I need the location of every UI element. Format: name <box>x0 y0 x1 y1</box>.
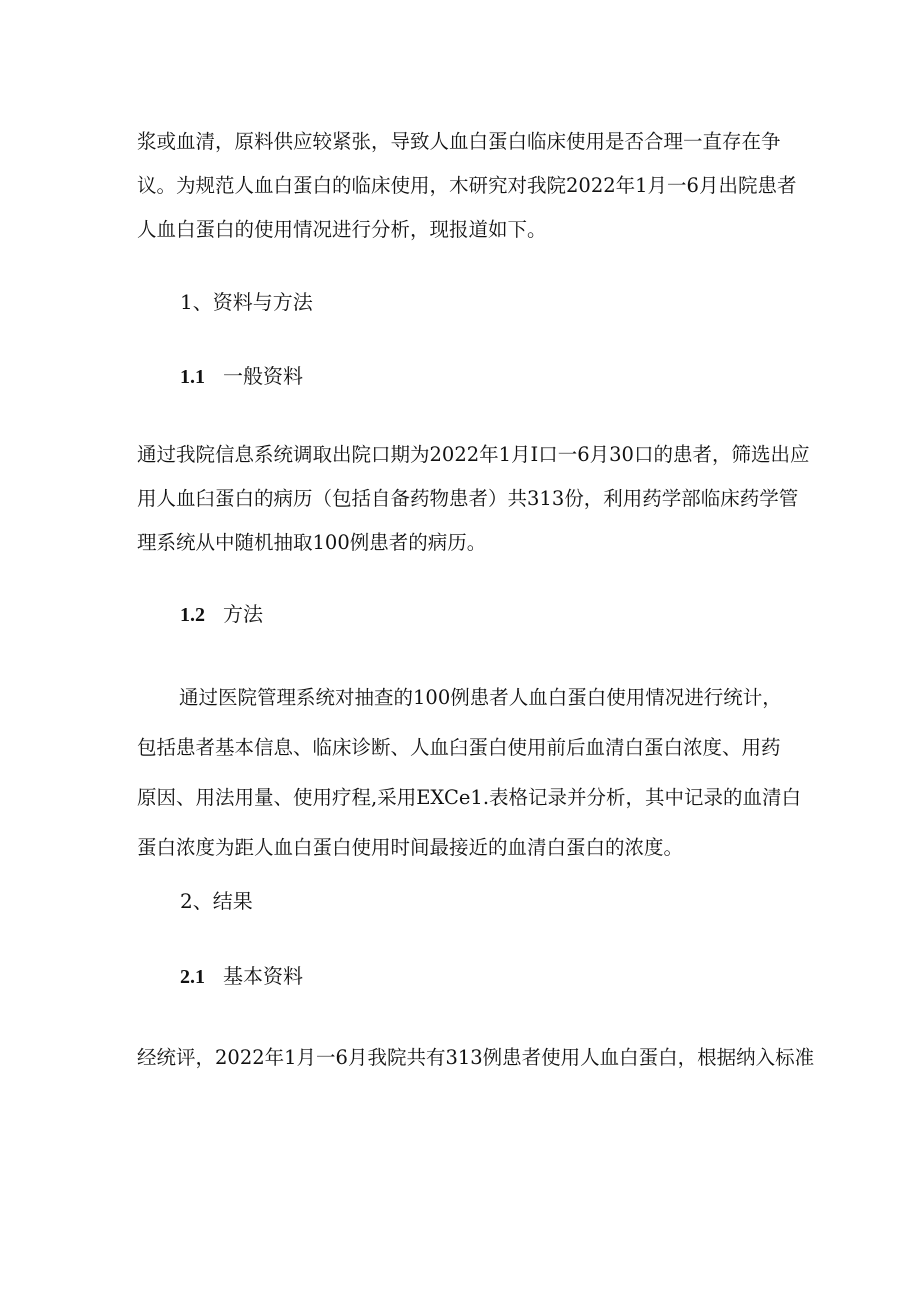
subsection-title: 基本资料 <box>223 964 303 988</box>
method-paragraph <box>137 680 827 866</box>
general-info-paragraph <box>137 437 827 561</box>
subsection-number: 2.1 <box>180 966 205 988</box>
paragraph-line: 原因、用法用量、使用疗程,采用EXCe1.表格记录并分析，其中记录的血清白 <box>137 786 802 809</box>
section-heading-text: 2、结果 <box>180 889 253 913</box>
intro-line: 人血白蛋白的使用情况进行分析，现报道如下。 <box>137 218 547 241</box>
subsection-number: 1.1 <box>180 366 205 388</box>
paragraph-line: 理系统从中随机抽取100例患者的病历。 <box>137 531 487 554</box>
paragraph-line: 包括患者基本信息、临床诊断、人血臼蛋白使用前后血清白蛋白浓度、用药 <box>137 736 781 759</box>
subsection-heading-1-2 <box>180 598 263 631</box>
subsection-title: 方法 <box>223 602 263 626</box>
intro-line: 浆或血清，原料供应较紧张，导致人血白蛋白临床使用是否合理一直存在争 <box>137 130 781 153</box>
paragraph-line: 经统评，2022年1月一6月我院共有313例患者使用人血白蛋白，根据纳入标准 <box>137 1046 815 1069</box>
section-heading-text: 1、资料与方法 <box>180 290 313 314</box>
basic-info-paragraph <box>137 1040 827 1076</box>
intro-line: 议。为规范人血白蛋白的临床使用，木研究对我院2022年1月一6月出院患者 <box>137 174 797 197</box>
subsection-title: 一般资料 <box>223 364 303 388</box>
paragraph-line: 通过医院管理系统对抽查的100例患者人血白蛋白使用情况进行统计， <box>179 686 782 709</box>
paragraph-line: 蛋白浓度为距人血白蛋白使用时间最接近的血清白蛋白的浓度。 <box>137 836 684 859</box>
paragraph-line: 通过我院信息系统调取出院口期为2022年1月I口一6月30口的患者，筛选出应 <box>137 443 810 466</box>
paragraph-line: 用人血臼蛋白的病历（包括自备药物患者）共313份，利用药学部临床药学管 <box>137 487 799 510</box>
subsection-heading-2-1 <box>180 960 303 993</box>
intro-paragraph <box>137 124 827 248</box>
subsection-heading-1-1 <box>180 360 303 393</box>
section-heading-1 <box>180 286 313 318</box>
section-heading-2 <box>180 885 253 917</box>
subsection-number: 1.2 <box>180 604 205 626</box>
